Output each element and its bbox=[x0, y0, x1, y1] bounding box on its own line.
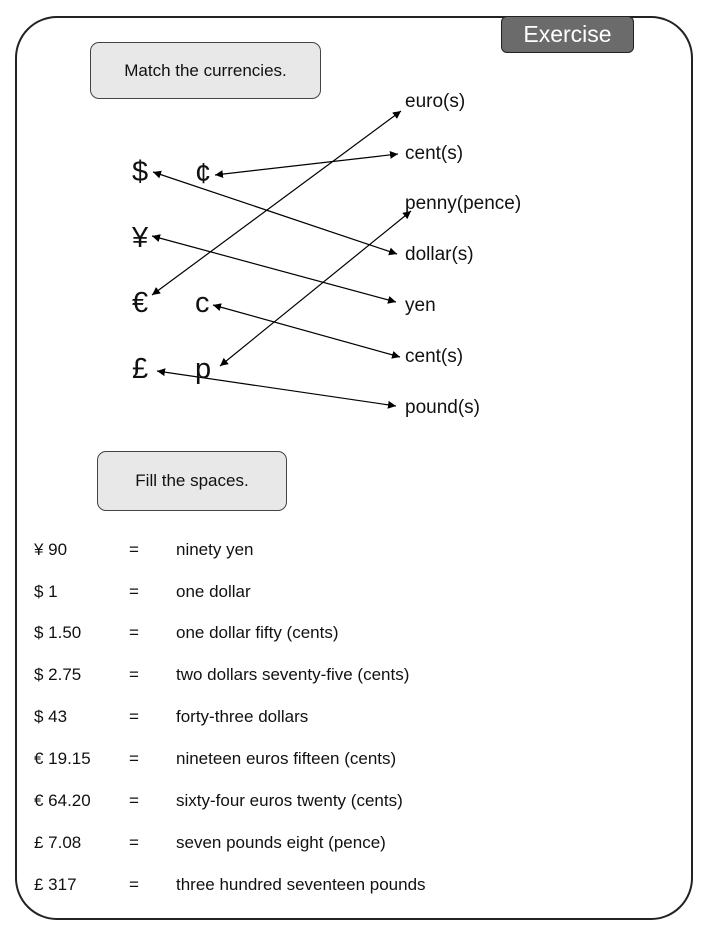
word-pounds: pound(s) bbox=[405, 397, 480, 418]
amount-in-words: two dollars seventy-five (cents) bbox=[176, 665, 410, 684]
word-dollars: dollar(s) bbox=[405, 244, 474, 265]
amount: € 64.20 bbox=[34, 791, 91, 810]
amount: $ 1.50 bbox=[34, 623, 82, 642]
amount-in-words: nineteen euros fifteen (cents) bbox=[176, 749, 397, 768]
amount-in-words: three hundred seventeen pounds bbox=[176, 875, 426, 894]
match-line-yen bbox=[152, 236, 396, 302]
word-cents-2: cent(s) bbox=[405, 346, 464, 367]
amount-in-words: one dollar fifty (cents) bbox=[176, 623, 339, 642]
exercise-badge: Exercise bbox=[501, 16, 634, 53]
fill-instruction: Fill the spaces. bbox=[135, 471, 249, 490]
equals-sign: = bbox=[129, 540, 139, 559]
fill-row bbox=[0, 540, 714, 564]
equals-sign: = bbox=[129, 749, 139, 768]
pound-symbol: £ bbox=[132, 353, 149, 385]
match-line-cent-sign bbox=[215, 154, 398, 175]
fill-row bbox=[0, 707, 714, 731]
fill-row bbox=[0, 582, 714, 606]
fill-row bbox=[0, 749, 714, 773]
equals-sign: = bbox=[129, 875, 139, 894]
amount: £ 317 bbox=[34, 875, 77, 894]
cent-sign-symbol: ¢ bbox=[195, 158, 212, 190]
fill-instruction-box bbox=[97, 451, 287, 511]
fill-row bbox=[0, 833, 714, 857]
amount: € 19.15 bbox=[34, 749, 91, 768]
amount-in-words: one dollar bbox=[176, 582, 251, 601]
amount: $ 1 bbox=[34, 582, 58, 601]
equals-sign: = bbox=[129, 791, 139, 810]
dollar-symbol: $ bbox=[132, 156, 149, 188]
fill-row bbox=[0, 875, 714, 899]
amount-in-words: seven pounds eight (pence) bbox=[176, 833, 386, 852]
word-euros: euro(s) bbox=[405, 91, 466, 112]
cent-c-symbol: c bbox=[195, 287, 210, 319]
amount-in-words: ninety yen bbox=[176, 540, 254, 559]
amount: $ 2.75 bbox=[34, 665, 82, 684]
euro-symbol: € bbox=[132, 287, 149, 319]
amount: £ 7.08 bbox=[34, 833, 82, 852]
yen-symbol: ¥ bbox=[132, 222, 149, 254]
word-penny-pence: penny(pence) bbox=[405, 193, 522, 214]
equals-sign: = bbox=[129, 623, 139, 642]
match-line-pound bbox=[157, 371, 396, 406]
fill-row bbox=[0, 665, 714, 689]
amount-in-words: forty-three dollars bbox=[176, 707, 309, 726]
match-line-dollar bbox=[153, 172, 397, 254]
pence-p-symbol: p bbox=[195, 353, 212, 385]
equals-sign: = bbox=[129, 665, 139, 684]
match-line-euro bbox=[152, 111, 401, 295]
word-yen: yen bbox=[405, 295, 436, 316]
word-cents-1: cent(s) bbox=[405, 143, 464, 164]
amount: ¥ 90 bbox=[34, 540, 68, 559]
fill-row bbox=[0, 791, 714, 815]
equals-sign: = bbox=[129, 833, 139, 852]
match-instruction: Match the currencies. bbox=[124, 60, 287, 80]
fill-row bbox=[0, 623, 714, 647]
amount: $ 43 bbox=[34, 707, 68, 726]
match-line-pence bbox=[220, 211, 411, 366]
amount-in-words: sixty-four euros twenty (cents) bbox=[176, 791, 403, 810]
equals-sign: = bbox=[129, 707, 139, 726]
equals-sign: = bbox=[129, 582, 139, 601]
